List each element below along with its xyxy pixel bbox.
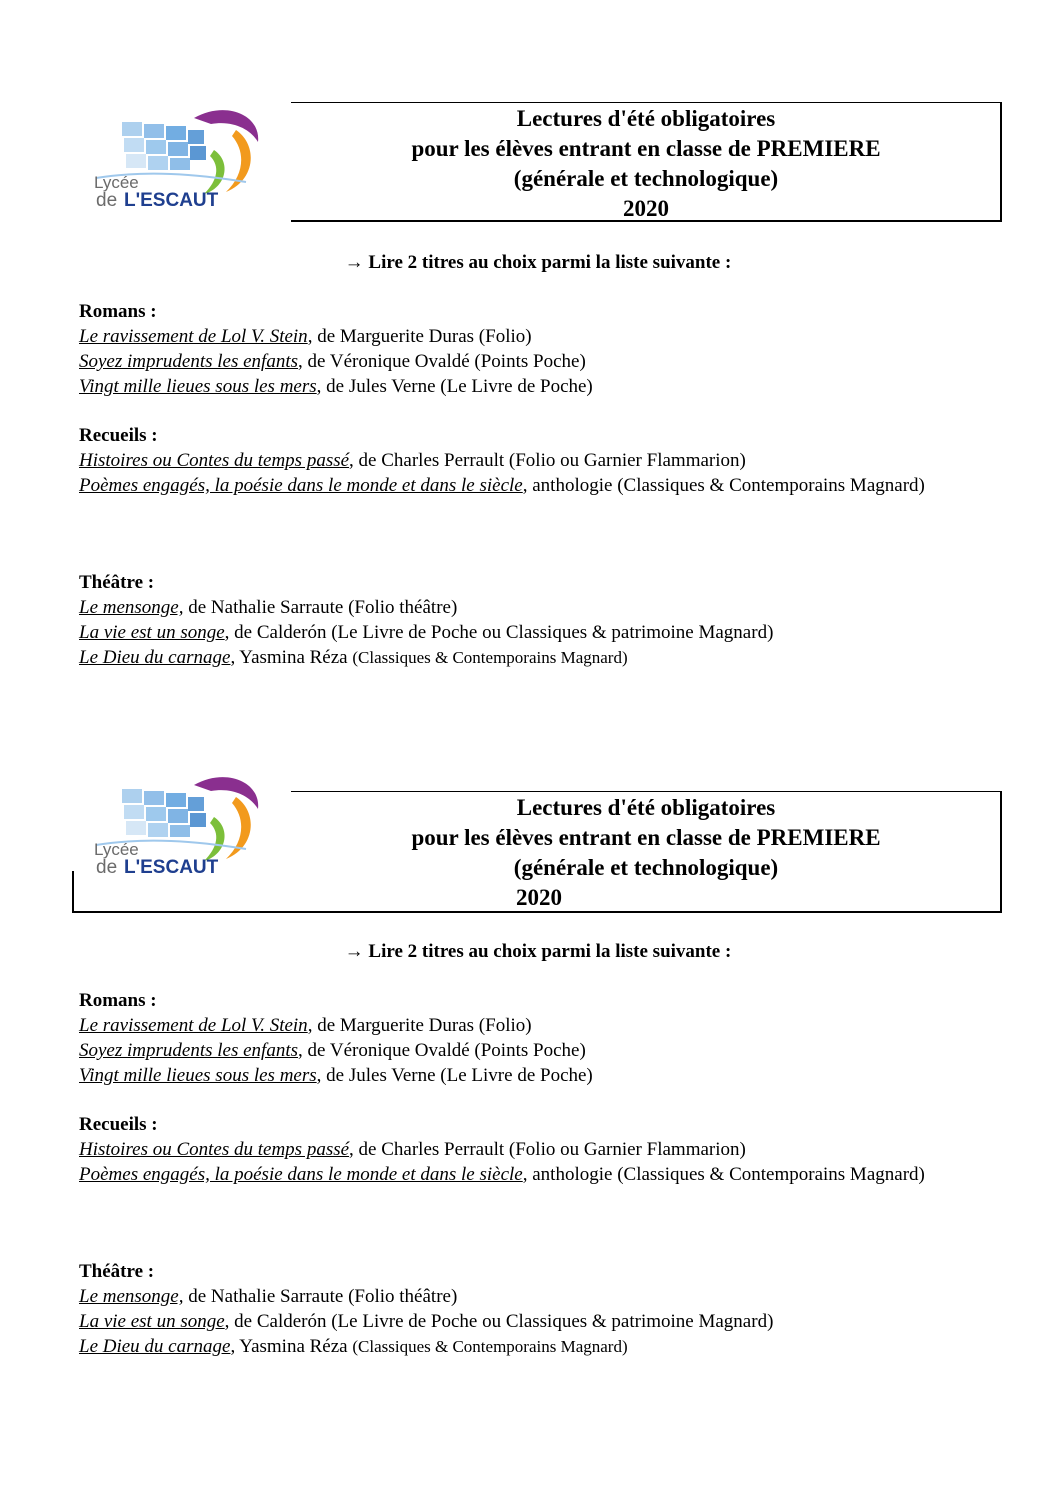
book-details: , anthologie (Classiques & Contemporains Magnard)	[522, 475, 925, 496]
book-entry	[79, 1309, 1009, 1334]
book-details: , de Charles Perrault (Folio ou Garnier Flammarion)	[349, 450, 746, 471]
book-details: de Nathalie Sarraute (Folio théâtre)	[183, 597, 458, 618]
logo-green-swoosh	[204, 817, 225, 861]
header-year: 2020	[516, 885, 562, 910]
logo-text-de: de	[96, 857, 118, 878]
book-title: Le ravissement de Lol V. Stein	[79, 326, 308, 347]
section-title: Théâtre :	[79, 1261, 155, 1282]
school-logo-graphic	[86, 767, 266, 879]
book-details: , de Marguerite Duras (Folio)	[307, 326, 532, 347]
section-title: Romans :	[79, 990, 157, 1011]
school-logo	[86, 100, 266, 212]
book-details: , de Véronique Ovaldé (Points Poche)	[298, 351, 586, 372]
logo-orange-swoosh	[226, 130, 251, 192]
header-title	[290, 104, 1002, 224]
book-details: , Yasmina Réza	[230, 1336, 353, 1357]
section-title: Théâtre :	[79, 572, 155, 593]
book-details: , de Marguerite Duras (Folio)	[307, 1015, 532, 1036]
book-title: La vie est un songe	[79, 622, 225, 643]
header-title	[290, 793, 1002, 913]
logo-text-de: de	[96, 190, 118, 211]
book-details: , de Charles Perrault (Folio ou Garnier Flammarion)	[349, 1139, 746, 1160]
book-entry	[79, 645, 1009, 670]
book-title: Histoires ou Contes du temps passé	[79, 450, 350, 471]
book-title: Le Dieu du carnage	[79, 647, 231, 668]
book-details: , de Calderón (Le Livre de Poche ou Classiques & patrimoine Magnard)	[224, 1311, 774, 1332]
section-title: Recueils :	[79, 1114, 158, 1135]
book-entry	[79, 1137, 1009, 1162]
book-entry	[79, 374, 1009, 399]
flyer-copy-1	[0, 90, 1058, 780]
book-title: Le ravissement de Lol V. Stein	[79, 1015, 308, 1036]
header-line-1: Lectures d'été obligatoires	[516, 795, 776, 820]
book-entry	[79, 1013, 1009, 1038]
book-details: , anthologie (Classiques & Contemporains Magnard)	[522, 1164, 925, 1185]
book-entry	[79, 1334, 1009, 1359]
header-year: 2020	[623, 196, 669, 221]
book-entry	[79, 349, 1009, 374]
section-romans	[79, 988, 1009, 1088]
header-line-3: (générale et technologique)	[513, 855, 779, 880]
header-line-2: pour les élèves entrant en classe de PREMIERE	[411, 136, 881, 161]
logo-text-lycee: Lycée	[94, 173, 139, 192]
book-entry	[79, 1038, 1009, 1063]
book-entry	[79, 473, 1009, 498]
book-details: , de Véronique Ovaldé (Points Poche)	[298, 1040, 586, 1061]
header-line-3: (générale et technologique)	[513, 166, 779, 191]
book-publisher: (Classiques & Contemporains Magnard)	[352, 648, 628, 667]
logo-building-grid	[122, 122, 206, 170]
school-logo-graphic	[86, 100, 266, 212]
book-entry	[79, 595, 1009, 620]
section-theatre	[79, 570, 1009, 670]
school-logo	[86, 767, 266, 879]
book-title: Poèmes engagés, la poésie dans le monde et dans le siècle	[79, 475, 523, 496]
section-recueils	[79, 423, 1009, 498]
book-entry	[79, 448, 1009, 473]
section-theatre	[79, 1259, 1009, 1359]
book-details: de Nathalie Sarraute (Folio théâtre)	[183, 1286, 458, 1307]
header-line-1: Lectures d'été obligatoires	[516, 106, 776, 131]
book-entry	[79, 1063, 1009, 1088]
book-details: , Yasmina Réza	[230, 647, 353, 668]
logo-orange-swoosh	[226, 797, 251, 859]
logo-text-lycee: Lycée	[94, 840, 139, 859]
header-line-2: pour les élèves entrant en classe de PREMIERE	[411, 825, 881, 850]
logo-text-escaut: L'ESCAUT	[124, 857, 219, 878]
book-title: Vingt mille lieues sous les mers	[79, 376, 317, 397]
instruction-text: → Lire 2 titres au choix parmi la liste suivante :	[344, 941, 732, 962]
book-entry	[79, 1284, 1009, 1309]
book-entry	[79, 1162, 1009, 1187]
book-entry	[79, 620, 1009, 645]
header-left-rule	[72, 871, 74, 913]
book-title: La vie est un songe	[79, 1311, 225, 1332]
book-title: Le mensonge,	[79, 597, 184, 618]
book-title: Le mensonge,	[79, 1286, 184, 1307]
section-title: Recueils :	[79, 425, 158, 446]
instruction-text: → Lire 2 titres au choix parmi la liste suivante :	[344, 252, 732, 273]
book-entry	[79, 324, 1009, 349]
section-romans	[79, 299, 1009, 399]
book-title: Soyez imprudents les enfants	[79, 351, 299, 372]
book-title: Histoires ou Contes du temps passé	[79, 1139, 350, 1160]
book-details: , de Jules Verne (Le Livre de Poche)	[316, 376, 593, 397]
book-title: Vingt mille lieues sous les mers	[79, 1065, 317, 1086]
logo-building-grid	[122, 789, 206, 837]
book-title: Soyez imprudents les enfants	[79, 1040, 299, 1061]
book-details: , de Calderón (Le Livre de Poche ou Classiques & patrimoine Magnard)	[224, 622, 774, 643]
book-publisher: (Classiques & Contemporains Magnard)	[352, 1337, 628, 1356]
section-title: Romans :	[79, 301, 157, 322]
flyer-copy-2	[0, 779, 1058, 1469]
book-title: Poèmes engagés, la poésie dans le monde et dans le siècle	[79, 1164, 523, 1185]
logo-text-escaut: L'ESCAUT	[124, 190, 219, 211]
book-details: , de Jules Verne (Le Livre de Poche)	[316, 1065, 593, 1086]
logo-green-swoosh	[204, 150, 225, 194]
section-recueils	[79, 1112, 1009, 1187]
book-title: Le Dieu du carnage	[79, 1336, 231, 1357]
